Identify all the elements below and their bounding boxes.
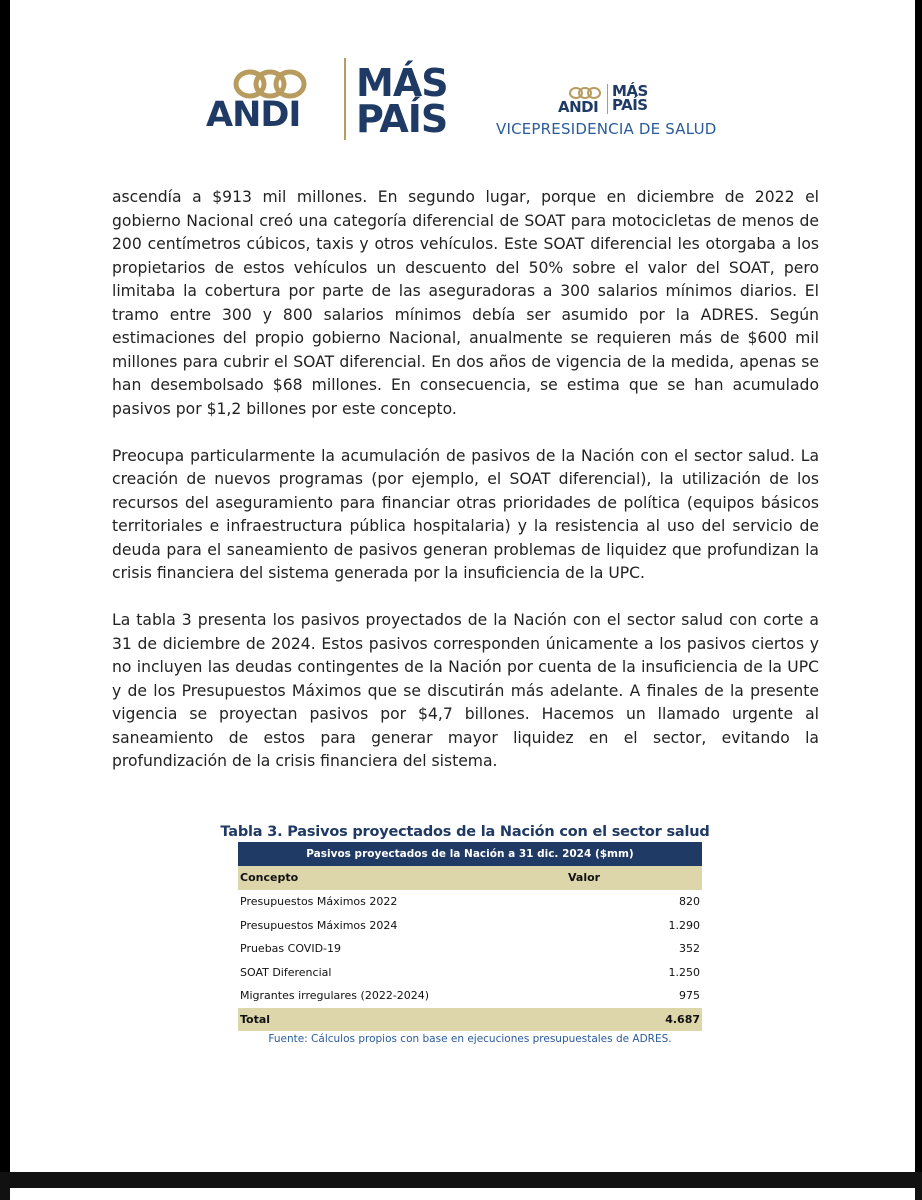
- mas-small-text: MÁS: [612, 82, 648, 100]
- table-3: [220, 822, 710, 1045]
- row-concepto: Pruebas COVID-19: [240, 942, 342, 955]
- pais-logo-text: PAÍS: [356, 97, 448, 141]
- row-concepto: Presupuestos Máximos 2022: [240, 895, 398, 908]
- row-concepto: Presupuestos Máximos 2024: [240, 918, 398, 932]
- total-label: Total: [240, 1012, 271, 1026]
- vicepresidencia-label: VICEPRESIDENCIA DE SALUD: [496, 120, 717, 138]
- row-valor: 1.290: [668, 918, 700, 932]
- next-page-edge: [10, 1188, 915, 1200]
- andi-small-text: ANDI: [558, 98, 599, 116]
- paragraph-3: La tabla 3 presenta los pasivos proyectados de la Nación con el sector salud con corte a 31 de diciembre de 2024. Estos pasivos corresponden únicamente a los pasivos ciertos y no incluyen las deudas contingentes de la Nación por cuenta de la insuficiencia de la UPC y de los Presupuestos Máximos que se discutirán más adelante. A finales de la presente vigencia se proyectan pasivos por $4,7 billones. Hacemos un llamado urgente al saneamiento de estos para generar mayor liquidez en el sector, evitando la profundización de la crisis financiera del sistema.: [112, 611, 819, 770]
- pais-small-text: PAÍS: [612, 96, 648, 114]
- body-text: [112, 186, 819, 797]
- table-row: [238, 984, 702, 1008]
- total-value: 4.687: [665, 1012, 700, 1026]
- row-concepto: Migrantes irregulares (2022-2024): [240, 989, 430, 1002]
- table-header: Pasivos proyectados de la Nación a 31 dic. 2024 ($mm): [238, 842, 702, 866]
- andi-mas-pais-logo: [206, 56, 466, 140]
- table-title: Tabla 3. Pasivos proyectados de la Nación con el sector salud: [220, 824, 710, 840]
- table-row: [238, 961, 702, 985]
- table-row: [238, 914, 702, 938]
- small-logo-divider: [607, 84, 608, 114]
- andi-logo-text: ANDI: [206, 95, 301, 135]
- paragraph-2: Preocupa particularmente la acumulación de pasivos de la Nación con el sector salud. La creación de nuevos programas (por ejemplo, el SOAT diferencial), la utilización de los recursos del aseguramiento para financiar otras prioridades de política (equipos básicos territoriales e infraestructura pública hospitalaria) y la resistencia al uso del servicio de deuda para el saneamiento de pasivos generan problemas de liquidez que profundizan la crisis financiera del sistema generada por la insuficiencia de la UPC.: [112, 446, 819, 582]
- table-source: Fuente: Cálculos propios con base en ejecuciones presupuestales de ADRES.: [268, 1032, 672, 1045]
- row-valor: 820: [679, 895, 700, 908]
- row-valor: 975: [679, 989, 700, 1002]
- table-row: [238, 937, 702, 961]
- row-concepto: SOAT Diferencial: [240, 965, 332, 979]
- bottom-bar: [0, 1172, 922, 1200]
- mas-logo-text: MÁS: [356, 61, 448, 105]
- row-valor: 352: [679, 942, 700, 955]
- table-total-row: [238, 1008, 702, 1031]
- row-valor: 1.250: [668, 965, 700, 979]
- table-column-headers: [238, 866, 702, 890]
- logo-divider: [344, 58, 346, 140]
- document-page: [10, 0, 915, 1172]
- table-row: [238, 890, 702, 914]
- column-valor: Valor: [568, 871, 601, 884]
- vicepresidencia-logo: [496, 82, 736, 142]
- column-concepto: Concepto: [240, 871, 299, 884]
- paragraph-1: ascendía a $913 mil millones. En segundo lugar, porque en diciembre de 2022 el gobierno Nacional creó una categoría diferencial de SOAT para motocicletas de menos de 200 centímetros cúbicos, taxis y otros vehículos. Este SOAT diferencial les otorgaba a los propietarios de estos vehículos un descuento del 50% sobre el valor del SOAT, pero limitaba la cobertura por parte de las aseguradoras a 300 salarios mínimos diarios. El tramo entre 300 y 800 salarios mínimos debía ser asumido por la ADRES. Según estimaciones del propio gobierno Nacional, anualmente se requieren más de $600 mil millones para cubrir el SOAT diferencial. En dos años de vigencia de la medida, apenas se han desembolsado $68 millones. En consecuencia, se estima que se han acumulado pasivos por $1,2 billones por este concepto.: [112, 188, 819, 418]
